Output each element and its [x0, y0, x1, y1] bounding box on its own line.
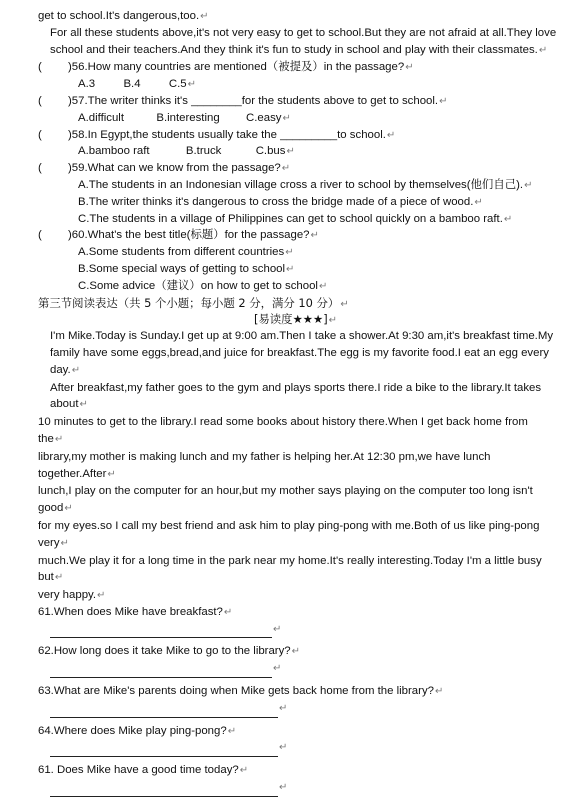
- paragraph-mark: ↵: [286, 263, 295, 275]
- answer-bracket: (: [38, 128, 42, 141]
- paragraph-mark: ↵: [434, 686, 444, 698]
- paragraph-mark: ↵: [227, 725, 237, 737]
- option-b: B.interesting: [156, 111, 220, 124]
- option-a: A.bamboo raft: [78, 145, 150, 158]
- paragraph-mark: ↵: [538, 44, 548, 56]
- paragraph-mark: ↵: [282, 112, 291, 124]
- question-60: ( )60.What's the best title(标题）for the passage?↵: [38, 227, 578, 244]
- passage2-line: library,my mother is making lunch and my father is helping her.At 12:30 pm,we have lunch together.After↵: [38, 450, 491, 480]
- answer-line-61[interactable]: [38, 621, 578, 638]
- paragraph-mark: ↵: [107, 468, 116, 480]
- difficulty-rating: [易读度★★★]↵: [253, 312, 338, 327]
- paragraph-mark: ↵: [54, 433, 64, 445]
- paragraph-mark: ↵: [79, 399, 88, 411]
- passage2-line: 10 minutes to get to the library.I read some books about history there.When I get back home from the↵: [38, 416, 528, 445]
- paragraph-mark: ↵: [54, 572, 64, 584]
- passage-line: get to school.It's dangerous,too.↵: [38, 10, 209, 22]
- paragraph-mark: ↵: [279, 702, 288, 714]
- paragraph-mark: ↵: [439, 95, 448, 107]
- paragraph-mark: ↵: [285, 247, 294, 259]
- paragraph-mark: ↵: [474, 196, 483, 208]
- question-57-options: [38, 110, 578, 127]
- answer-bracket: (: [38, 94, 42, 107]
- option-b: B.4: [123, 78, 141, 91]
- paragraph-mark: ↵: [71, 364, 81, 376]
- paragraph-mark: ↵: [281, 163, 291, 175]
- option-b: B.truck: [185, 145, 222, 158]
- question-62: 62.How long does it take Mike to go to the library?↵: [38, 645, 301, 658]
- answer-line-65[interactable]: [38, 779, 578, 796]
- passage2-line: After breakfast,my father goes to the gym and plays sports there.I ride a bike to the library.It takes about↵: [50, 381, 542, 411]
- paragraph-mark: ↵: [286, 146, 295, 158]
- passage2-line: very happy.↵: [38, 589, 106, 602]
- paragraph-mark: ↵: [187, 79, 197, 91]
- answer-blank[interactable]: [50, 784, 278, 797]
- option-a: A.difficult: [78, 111, 125, 124]
- question-65: 61. Does Mike have a good time today?↵: [38, 764, 249, 777]
- question-57: ( )57.The writer thinks it's ________for the students above to get to school.↵: [38, 93, 578, 110]
- paragraph-mark: ↵: [318, 280, 328, 292]
- passage2-line: for my eyes.so I call my best friend and ask him to play ping-pong with me.Both of us like ping-pong very↵: [38, 519, 540, 549]
- paragraph-mark: ↵: [405, 62, 414, 74]
- question-56: ( )56.How many countries are mentioned（被提及）in the passage?↵: [38, 59, 578, 76]
- option-c: C.easy: [246, 111, 282, 124]
- answer-blank[interactable]: [50, 625, 272, 638]
- passage2-line: lunch,I play on the computer for an hour,but my mother says playing on the computer too long isn't good↵: [38, 485, 533, 515]
- question-60-option-a: A.Some students from different countries↵: [78, 246, 294, 259]
- answer-line-64[interactable]: [38, 739, 578, 756]
- paragraph-mark: ↵: [291, 646, 301, 658]
- paragraph-mark: ↵: [64, 503, 73, 515]
- question-60-option-b: B.Some special ways of getting to school↵: [78, 262, 295, 275]
- paragraph-mark: ↵: [340, 298, 349, 310]
- paragraph-mark: ↵: [223, 606, 233, 618]
- paragraph-mark: ↵: [239, 765, 249, 777]
- paragraph-mark: ↵: [273, 623, 282, 635]
- answer-bracket: (: [38, 162, 42, 175]
- paragraph-mark: ↵: [310, 230, 319, 242]
- paragraph-mark: ↵: [279, 782, 288, 794]
- passage-paragraph: For all these students above,it's not very easy to get to school.But they are not afraid at all.They love school and their teachers.And they think it's fun to study in school and play with their classmates.↵: [50, 26, 557, 56]
- answer-bracket: (: [38, 229, 42, 242]
- option-c: C.5: [168, 78, 187, 91]
- question-56-options: [38, 76, 578, 93]
- answer-blank[interactable]: [50, 705, 278, 718]
- paragraph-mark: ↵: [279, 742, 288, 754]
- section-title: 第三节阅读表达（共 5 个小题；每小题 2 分，满分 10 分）↵: [38, 295, 349, 310]
- passage2-paragraph-1: I'm Mike.Today is Sunday.I get up at 9:00 am.Then I take a shower.At 9:30 am,it's breakfast time.My family have some eggs,bread,and juice for breakfast.The egg is my favorite food.I eat an egg every day.↵: [50, 330, 554, 376]
- paragraph-mark: ↵: [273, 663, 282, 675]
- question-61: 61.When does Mike have breakfast?↵: [38, 605, 233, 618]
- option-c: C.bus: [255, 145, 286, 158]
- paragraph-mark: ↵: [524, 179, 533, 191]
- answer-line-63[interactable]: [38, 700, 578, 717]
- question-60-option-c: C.Some advice（建议）on how to get to school↵: [78, 279, 328, 292]
- question-59-option-a: A.The students in an Indonesian village cross a river to school by themselves(他们自己).↵: [78, 178, 533, 191]
- paragraph-mark: ↵: [503, 213, 513, 225]
- question-59-option-b: B.The writer thinks it's dangerous to cross the bridge made of a piece of wood.↵: [78, 195, 483, 208]
- option-a: A.3: [78, 78, 96, 91]
- question-59-option-c: C.The students in a village of Philippines can get to school quickly on a bamboo raft.↵: [78, 212, 513, 225]
- answer-bracket: (: [38, 61, 42, 74]
- paragraph-mark: ↵: [328, 315, 338, 327]
- question-59: ( )59.What can we know from the passage?↵: [38, 160, 578, 177]
- answer-blank[interactable]: [50, 744, 278, 757]
- answer-blank[interactable]: [50, 665, 272, 678]
- question-64: 64.Where does Mike play ping-pong?↵: [38, 724, 237, 737]
- paragraph-mark: ↵: [97, 590, 106, 602]
- paragraph-mark: ↵: [200, 11, 209, 22]
- question-58-options: [38, 143, 578, 160]
- question-58: ( )58.In Egypt,the students usually take the _________to school.↵: [38, 127, 578, 144]
- question-63: 63.What are Mike's parents doing when Mike gets back home from the library?↵: [38, 685, 444, 698]
- answer-line-62[interactable]: [38, 660, 578, 677]
- passage2-line: much.We play it for a long time in the park near my home.It's really interesting.Today I'm a little busy but↵: [38, 554, 542, 584]
- paragraph-mark: ↵: [60, 537, 69, 549]
- paragraph-mark: ↵: [386, 129, 396, 141]
